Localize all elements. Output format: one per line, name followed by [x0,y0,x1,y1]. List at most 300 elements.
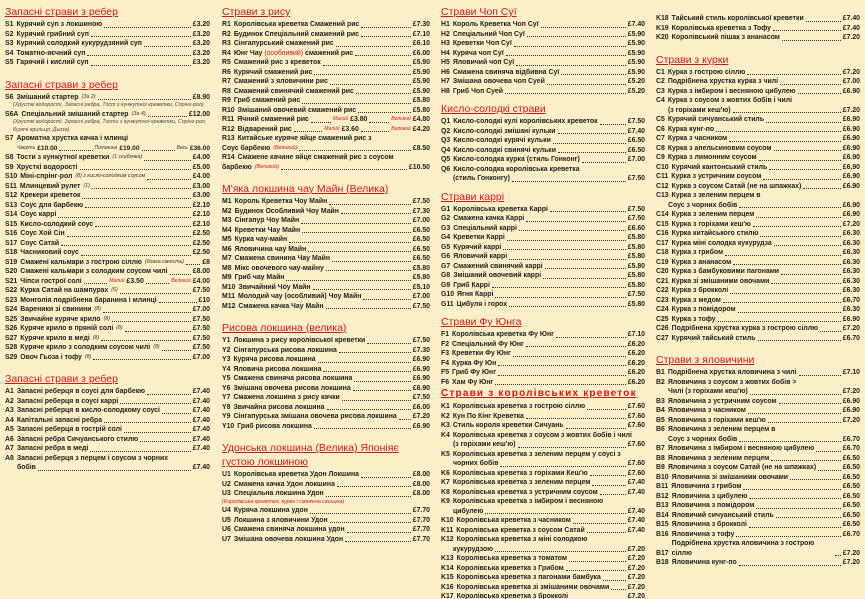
item-price: £5.90 [627,59,645,66]
menu-item [441,243,645,253]
item-name: Запасні ребра в меді [16,445,89,452]
dotted-leader [84,283,108,284]
menu-column-2 [222,5,430,554]
item-name: Королівська креветка Фу Юнг [452,331,555,338]
menu-item [441,205,645,215]
menu-item [441,49,645,59]
item-portion-note: (8) [103,315,110,322]
item-name: Запасні реберця в соусі каррі [16,397,119,405]
dotted-leader [369,122,389,123]
menu-item [656,324,860,334]
menu-item [5,201,210,211]
dotted-leader [543,278,626,279]
item-row [656,520,860,530]
item-code: C2 [656,78,665,85]
menu-item [5,267,210,277]
item-name: Курка зі змішаними овочами [671,277,770,285]
dotted-leader [147,179,191,180]
dotted-leader [798,93,841,94]
menu-section [5,5,210,68]
menu-item [222,489,430,506]
item-row [656,296,860,306]
item-code: K13 [441,555,454,562]
item-name: Королівська креветка з томатом [456,555,567,562]
dotted-leader [80,169,191,170]
item-code: K10 [441,517,454,524]
menu-item [222,216,430,226]
menu-item [5,435,210,445]
dotted-leader [146,283,170,284]
item-price: £7.20 [627,583,645,591]
menu-item [656,172,860,182]
item-code: Y1 [222,337,231,344]
menu-item [656,68,860,78]
item-name: Змішаний стартер [16,93,79,101]
item-code: R14 [222,154,235,161]
dotted-leader [816,451,840,452]
dotted-leader [749,527,841,528]
item-price: £7.70 [412,535,430,543]
item-price: £6.30 [842,287,860,294]
item-code: Y9 [222,413,231,420]
item-row [656,539,860,558]
item-row [656,77,860,87]
item-row [5,20,210,30]
dotted-leader [326,308,411,309]
dotted-leader [162,413,191,414]
item-code: H1 [441,21,450,28]
item-price: £6.10 [412,40,430,47]
portion-prices-row [5,144,210,154]
dotted-leader [590,475,626,476]
menu-item [441,214,645,224]
item-price: £7.40 [627,127,645,135]
item-row [222,39,430,49]
menu-item [441,488,645,498]
dotted-leader [120,403,191,404]
dotted-leader [600,494,626,495]
item-price: £6.70 [842,296,860,304]
item-row [441,421,645,431]
item-row [656,492,860,502]
dotted-leader [286,280,410,281]
item-code: B7 [656,445,665,452]
item-first-line [441,535,645,545]
menu-item [222,77,430,87]
item-price: £6.50 [627,146,645,154]
item-price: £7.30 [412,207,430,215]
dotted-leader [527,36,626,37]
item-row [222,489,430,499]
menu-column-1 [5,5,210,483]
item-code: C5 [656,116,665,123]
menu-item [656,305,860,315]
item-row [656,444,860,454]
item-price: £5.80 [627,300,645,308]
item-price: £7.40 [192,416,210,424]
item-price: £7.10 [412,30,430,38]
item-name: Курка чау-майн [234,236,288,243]
item-row [656,397,860,407]
item-price: £6.20 [627,378,645,386]
dotted-leader [302,103,411,104]
item-name: Монголія подрібнена баранина і млинці [20,296,157,304]
menu-item [656,416,860,426]
item-row [5,191,210,201]
menu-item [656,14,860,24]
item-row [441,340,645,350]
menu-item [656,530,860,540]
section-heading: Удонська локшина (Велика) Японіяє густою локшиною [222,442,399,468]
menu-item [441,87,645,97]
item-name-continued: Соус барбекю [222,144,271,152]
item-row [656,172,860,182]
menu-item [222,535,430,545]
item-price: £5.90 [412,78,430,85]
item-name-continued: Соус з чорних бобів [668,201,738,209]
menu-item [222,153,430,172]
item-price: £7.50 [412,394,430,401]
item-name: Куряче крило в меді [20,334,90,342]
item-name: Гриб Фу Юнг [452,369,497,376]
item-row [656,315,860,325]
item-price: £7.60 [627,412,645,420]
item-name: Курячий смажений рис [233,68,313,76]
menu-section [5,78,210,363]
item-name: Смажені кальмари з гострою сіллю [20,258,142,266]
dotted-leader [144,46,191,47]
dotted-leader [112,321,191,322]
menu-item [222,106,430,116]
item-row [222,403,430,413]
item-code: R6 [222,68,231,76]
item-name: Спеціальний Фу Юнг [452,340,524,348]
item-price: £6.90 [842,144,860,152]
item-price: £7.00 [192,353,210,361]
item-code: S6 [5,93,14,101]
dotted-leader [611,589,626,590]
dotted-leader [748,413,841,414]
menu-section [222,182,430,311]
menu-item [5,296,210,306]
menu-item [441,554,645,564]
item-code: S17 [5,239,18,247]
item-name: Яловичина чау Майн [234,245,307,253]
menu-item [656,87,860,97]
size-label: Малий [332,116,349,122]
menu-item [222,207,430,217]
menu-item [5,239,210,249]
item-name: Соус каррі [20,211,57,218]
dotted-leader [361,36,411,37]
item-name: Яловичина кунг-по [671,559,737,566]
item-price: £6.20 [627,369,645,376]
item-row [222,393,430,403]
item-description: (Хрусткі водорості, Запасні ребра, Тост з кунжутної креветки, Спрінг-рол) [13,102,204,108]
menu-item [656,191,860,210]
menu-item [5,153,210,163]
item-first-line [441,450,645,460]
dotted-leader [355,55,411,56]
size-price: £3.60 [341,125,359,133]
item-name: Юнг Чау [233,49,263,57]
dotted-leader [763,179,840,180]
item-code: K1 [441,403,450,410]
item-name-continued: кукурудзою [453,545,494,553]
menu-section [222,5,430,172]
item-row [5,172,210,182]
dotted-leader [505,93,626,94]
item-price: £7.40 [192,435,210,443]
item-code: K3 [441,422,450,429]
item-code: K14 [441,564,454,572]
item-code: K8 [441,488,450,496]
item-row [656,277,860,287]
item-row [5,49,210,59]
menu-item [5,444,210,454]
item-code: A8 [5,454,14,462]
menu-item [441,583,645,593]
item-code: K18 [656,15,669,22]
dotted-leader [367,343,410,344]
item-name: Міні-спрінг-рол [20,173,73,180]
dotted-leader [485,513,625,514]
dotted-leader [142,150,175,151]
dotted-leader [498,365,625,366]
item-row [441,224,645,234]
item-row [656,267,860,277]
item-code: U2 [222,480,231,488]
dotted-leader [92,188,191,189]
dotted-leader [556,337,626,338]
section-heading: Рисова локшина (велика) [222,322,347,334]
item-row [656,368,860,378]
item-row [5,324,210,334]
item-name: Курка з соусом з жовтих бобів і чилі [667,97,792,104]
item-code: K2 [441,412,450,420]
item-portion-note: (1 скибочка) [112,154,143,160]
item-name-continued: (з горіхами кеш'ю) [668,106,731,114]
dotted-leader [509,259,626,260]
item-row [656,201,860,211]
menu-item [441,127,645,137]
item-row [656,239,860,249]
item-name-continued: смажений рис [305,49,354,57]
menu-item [222,273,430,283]
item-code: M1 [222,198,232,205]
item-price: £7.00 [412,293,430,300]
item-row [441,77,645,87]
item-price: £7.20 [412,413,430,420]
dotted-leader [545,268,626,269]
item-code: M7 [222,255,232,262]
item-code: F6 [441,378,450,386]
item-name: Курка з медом [671,296,721,304]
menu-item [441,155,645,165]
dotted-leader [526,418,626,419]
item-price: £7.10 [842,369,860,376]
item-price: £6.20 [627,340,645,348]
item-price: £7.20 [842,559,860,566]
item-name: Змішана овочева чоп Суей [452,78,545,85]
menu-item [5,172,210,182]
item-row [441,573,645,583]
item-code: C20 [656,268,669,275]
item-code: C17 [656,239,669,247]
item-code: F5 [441,369,450,376]
item-code: F4 [441,359,450,367]
item-row [441,39,645,49]
item-name: Яловичина з зеленим перцем [667,454,770,462]
item-row [441,378,645,388]
item-code: S15 [5,220,18,228]
item-name: Ячний смажений рис [237,116,309,123]
item-row [222,207,430,217]
item-code: S29 [5,353,18,361]
dotted-leader [308,251,410,252]
item-code: S12 [5,192,18,199]
section-heading: Страви з курки [656,53,729,66]
item-row [656,334,860,344]
item-code: B18 [656,559,669,566]
dotted-leader [716,131,841,132]
item-row [441,478,645,488]
item-code: C26 [656,325,669,332]
item-name: Королівська креветка з Грибом [456,564,564,572]
item-price: £7.20 [842,220,860,228]
item-row [5,110,210,120]
menu-item [222,355,430,365]
dotted-leader [733,264,841,265]
item-row [222,254,430,264]
item-price: £10 [198,296,210,304]
size-price: £3.50 [126,277,144,285]
menu-item [5,397,210,407]
item-name: Спеціальний каррі [453,224,517,232]
menu-item [441,564,645,574]
item-name-continued: барбекю [222,163,252,171]
item-row [656,501,860,511]
item-code: Y4 [222,365,231,373]
menu-item [5,305,210,315]
item-code: S16 [5,230,18,237]
menu-item [222,264,430,274]
item-price: £7.50 [627,291,645,298]
item-code: G7 [441,262,451,270]
size-label: Великий [391,116,411,122]
item-first-line [441,497,645,507]
menu-item [441,20,645,30]
item-price: £6.50 [412,226,430,234]
item-code: H4 [441,49,450,57]
item-row [656,144,860,154]
item-row [656,210,860,220]
item-name: Курка з зеленим перцем в [671,192,761,199]
item-code: Q1 [441,118,451,125]
item-row [5,305,210,315]
item-row [5,406,210,416]
item-price: £6.70 [842,334,860,342]
item-price: £4.00 [192,173,210,180]
item-price: £7.40 [627,517,645,524]
item-row [222,365,430,375]
item-price: £6.00 [412,403,430,411]
item-price: £10.50 [408,163,430,171]
item-row [441,554,645,564]
dotted-leader [766,122,841,123]
item-row [222,197,430,207]
item-code: R11 [222,116,235,123]
item-price: £6.90 [842,116,860,123]
dotted-leader [587,532,626,533]
section-heading: Страви Чоп Суї [441,6,517,18]
menu-item [5,343,210,353]
item-price: £8.90 [192,93,210,101]
item-price: £12.00 [188,110,210,118]
size-label: Великий [391,125,411,132]
item-price: £6.70 [842,530,860,538]
item-row [5,444,210,454]
item-row [656,163,860,173]
item-row [656,511,860,521]
menu-item [222,235,430,245]
item-code: G5 [441,243,451,251]
item-row [5,286,210,296]
item-name: Кисло-солодкий соус [20,220,94,228]
item-code: C24 [656,306,669,313]
item-code: H2 [441,30,450,38]
item-name: Король Креветка Чоп Суї [452,21,539,28]
menu-item [441,526,645,536]
section-heading: Страви каррі [441,190,505,203]
menu-item [222,115,430,125]
menu-section [441,102,645,184]
item-code: H6 [441,68,450,76]
dotted-leader [771,460,841,461]
item-name: Відварений рис [237,125,292,133]
item-row [441,214,645,224]
dotted-leader [790,479,841,480]
dotted-leader [771,283,840,284]
item-name: Курка з помідором [671,306,736,313]
item-price: £6.90 [842,397,860,405]
menu-item [656,520,860,530]
dotted-leader [835,555,841,556]
menu-item [222,292,430,302]
item-price: £7.20 [627,545,645,553]
item-name: Яловичина зі змішаними овочами [671,473,789,481]
item-row [5,239,210,249]
menu-item [656,286,860,296]
size-price: £4.80 [412,116,431,123]
item-code: S23 [5,296,18,304]
item-price: £7.20 [842,106,860,114]
item-code: G2 [441,215,451,222]
item-row [441,440,645,450]
dotted-leader [739,207,840,208]
item-price: £5.00 [192,163,210,171]
dotted-leader [162,350,191,351]
menu-item [656,501,860,511]
dotted-leader [512,181,626,182]
dotted-leader [566,428,626,429]
dotted-leader [125,331,191,332]
item-code: G3 [441,224,451,232]
item-code: A3 [5,407,14,414]
menu-item [222,39,430,49]
item-code: M9 [222,274,232,281]
menu-item [441,412,645,422]
